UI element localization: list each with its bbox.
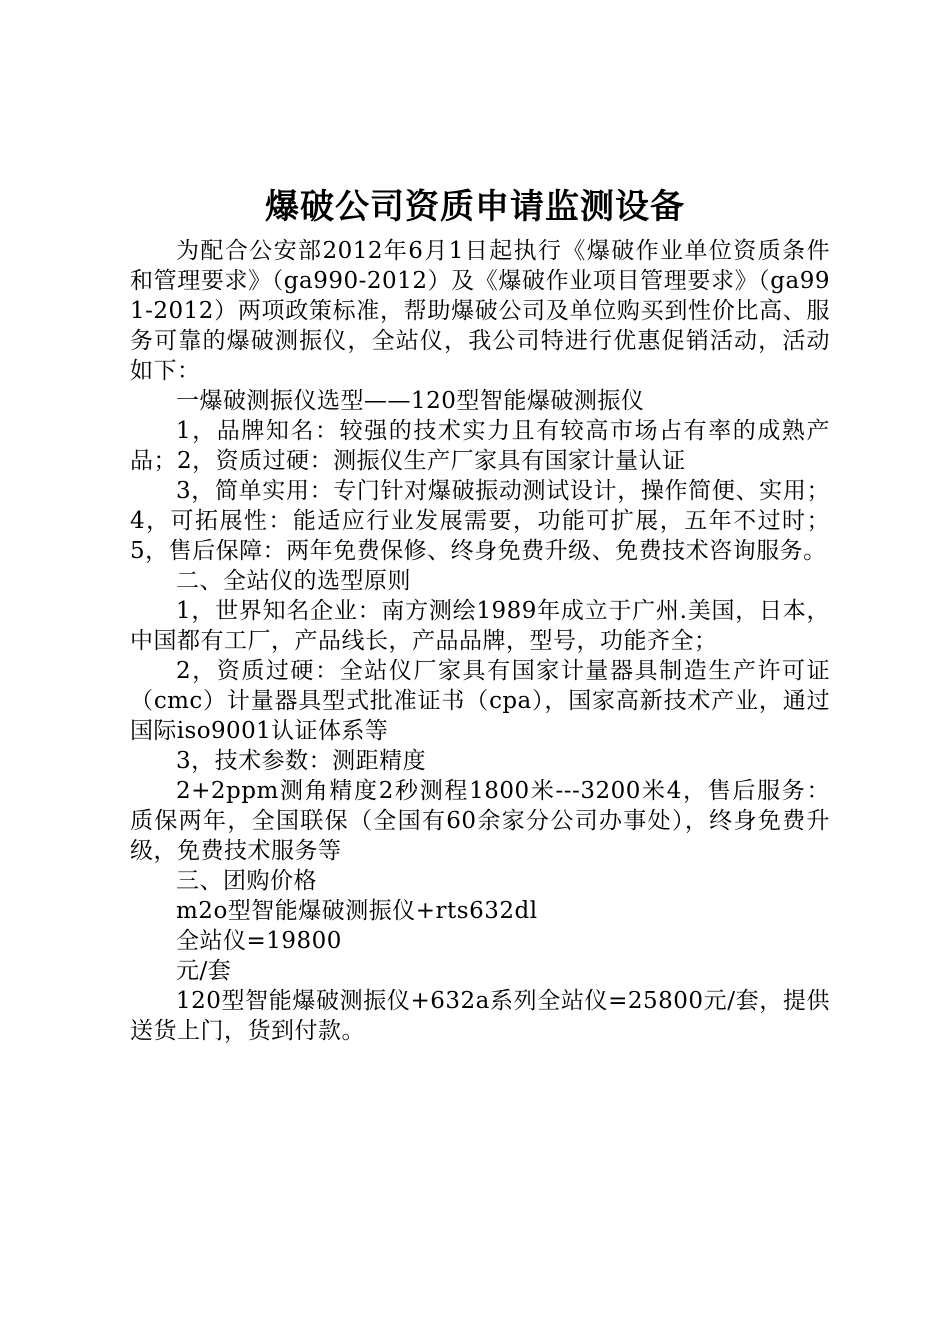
section-2-item-2: 2，资质过硬：全站仪厂家具有国家计量器具制造生产许可证（cmc）计量器具型式批准证书（cpa），国家高新技术产业，通过国际iso9001认证体系等 bbox=[130, 658, 830, 744]
section-1-item-1-2: 1，品牌知名：较强的技术实力且有较高市场占有率的成熟产品；2，资质过硬：测振仪生产厂家具有国家计量认证 bbox=[130, 418, 830, 474]
document-body bbox=[130, 236, 830, 1046]
intro-paragraph: 为配合公安部2012年6月1日起执行《爆破作业单位资质条件和管理要求》（ga990-2012）及《爆破作业项目管理要求》（ga991-2012）两项政策标准，帮助爆破公司及单位购买到性价比高、服务可靠的爆破测振仪，全站仪，我公司特进行优惠促销活动，活动如下： bbox=[130, 238, 830, 384]
price-line-4: 120型智能爆破测振仪+632a系列全站仪=25800元/套，提供送货上门，货到付款。 bbox=[130, 988, 830, 1044]
section-2-heading: 二、全站仪的选型原则 bbox=[176, 568, 411, 594]
price-line-2: 全站仪=19800 bbox=[176, 928, 342, 954]
price-line-1: m2o型智能爆破测振仪+rts632dl bbox=[176, 898, 538, 924]
section-2-item-1: 1，世界知名企业：南方测绘1989年成立于广州.美国，日本，中国都有工厂，产品线长，产品品牌，型号，功能齐全； bbox=[130, 598, 830, 654]
section-2-item-3-cont: 2+2ppm测角精度2秒测程1800米---3200米4，售后服务：质保两年，全国联保（全国有60余家分公司办事处），终身免费升级，免费技术服务等 bbox=[130, 778, 830, 864]
section-3-heading: 三、团购价格 bbox=[176, 868, 317, 894]
section-1-heading: 一爆破测振仪选型——120型智能爆破测振仪 bbox=[176, 388, 645, 414]
section-2-item-3: 3，技术参数：测距精度 bbox=[176, 748, 427, 774]
document-title: 爆破公司资质申请监测设备 bbox=[265, 187, 685, 227]
section-1-item-3-5: 3，简单实用：专门针对爆破振动测试设计，操作简便、实用；4，可拓展性：能适应行业发展需要，功能可扩展，五年不过时；5，售后保障：两年免费保修、终身免费升级、免费技术咨询服务。 bbox=[130, 478, 830, 564]
price-line-3: 元/套 bbox=[176, 958, 232, 984]
